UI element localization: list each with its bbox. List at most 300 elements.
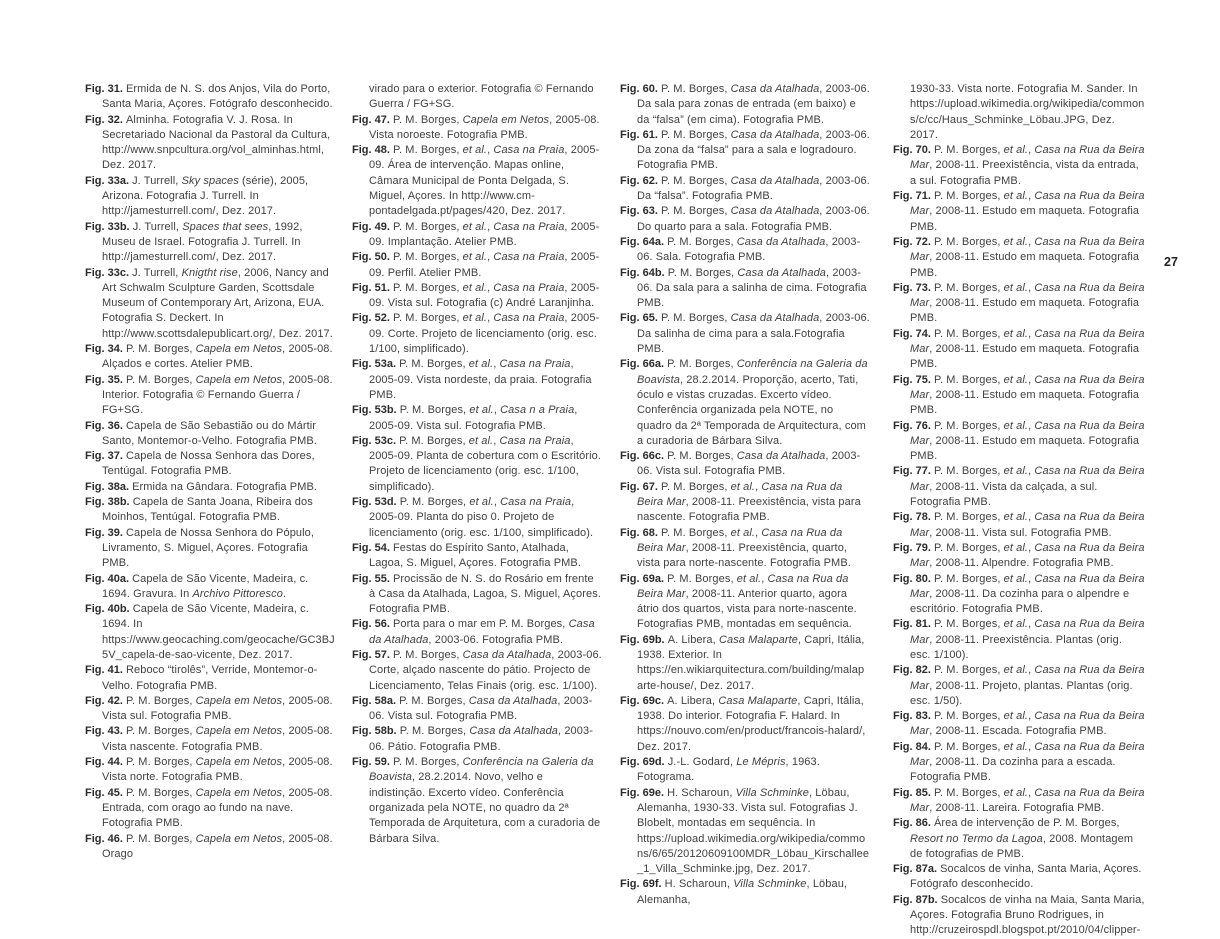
figure-caption (620, 572, 870, 633)
caption-text: , (1028, 373, 1035, 386)
figure-label: Fig. 69a. (620, 572, 668, 585)
caption-italic-text: et al. (1003, 618, 1029, 631)
caption-italic-text: Casa na Rua da Beira Mar (910, 190, 1145, 218)
figure-label: Fig. 60. (620, 83, 661, 95)
caption-text: P. M. Borges, (660, 128, 731, 141)
caption-text: P. M. Borges, (125, 694, 196, 707)
caption-text: H. Scharoun, (667, 786, 736, 799)
caption-column-2 (352, 82, 602, 847)
figure-caption (352, 220, 602, 251)
figure-label: Fig. 46. (85, 832, 126, 845)
caption-text: P. M. Borges, (660, 480, 731, 493)
caption-italic-text: et al. (730, 480, 756, 493)
caption-text: Capela de São Vicente, Madeira, c. 1694. Gravura. In (102, 572, 309, 600)
caption-italic-text: Casa Malaparte (718, 633, 798, 646)
figure-caption (893, 663, 1145, 709)
caption-text: P. M. Borges, (933, 740, 1004, 753)
figure-label: Fig. 47. (352, 113, 393, 126)
caption-text: , 2005-09. Perfil. Atelier PMB. (369, 251, 600, 279)
caption-text: , (1028, 281, 1035, 294)
caption-italic-text: Conferência na Galeria da Boavista (637, 358, 868, 386)
figure-label: Fig. 85. (893, 786, 934, 799)
caption-text: , (1028, 235, 1035, 248)
caption-italic-text: Casa da Atalhada (730, 312, 820, 325)
caption-text: P. M. Borges, (399, 434, 469, 447)
caption-text: , (493, 434, 500, 447)
figure-label: Fig. 65. (620, 312, 661, 325)
caption-italic-text: et al. (1003, 190, 1029, 203)
caption-italic-text: Casa da Atalhada (369, 618, 595, 646)
caption-text: , (1028, 572, 1035, 585)
caption-italic-text: Casa na Praia (493, 220, 565, 233)
caption-text: , 2008-11. Estudo em maqueta. Fotografia PMB. (910, 434, 1140, 463)
figure-caption (620, 786, 870, 878)
figure-caption (352, 755, 602, 847)
figure-label: Fig. 58b. (352, 725, 400, 738)
figure-caption (85, 526, 335, 572)
caption-italic-text: Casa na Praia (499, 434, 571, 447)
caption-italic-text: Casa na Praia (500, 496, 572, 509)
caption-text: , (487, 251, 494, 264)
figure-label: Fig. 82. (893, 664, 934, 677)
caption-text: , 2003-06. Do quarto para a sala. Fotografia PMB. (637, 205, 870, 233)
figure-label: Fig. 38b. (85, 496, 133, 509)
caption-text: P. M. Borges, (933, 281, 1004, 294)
caption-italic-text: Capela em Netos (195, 786, 283, 799)
caption-text: P. M. Borges, (392, 251, 463, 264)
caption-text: P. M. Borges, (933, 144, 1004, 157)
figure-caption (85, 220, 335, 266)
caption-italic-text: et al. (1003, 664, 1029, 677)
caption-text: P. M. Borges, (125, 343, 196, 356)
caption-text: Capela de Nossa Senhora do Pópulo, Livramento, S. Miguel, Açores. Fotografia PMB. (102, 526, 315, 570)
caption-text: , (487, 281, 494, 294)
figure-caption (893, 281, 1145, 327)
caption-text: , 2006, Nancy and Art Schwalm Sculpture Garden, Scottsdale Museum of Contemporary Art, Arizona, EUA. Fotografia S. Deckert. In http://www.scottsdalepublicart.org/, Dez. 2017. (102, 266, 333, 340)
figure-caption (352, 572, 602, 618)
figure-caption (893, 464, 1145, 510)
figure-label: Fig. 53c. (352, 434, 400, 447)
caption-italic-text: et al. (1003, 786, 1029, 799)
page-number: 27 (1164, 255, 1178, 269)
figure-label: Fig. 39. (85, 526, 126, 539)
figure-label: Fig. 72. (893, 235, 934, 248)
caption-text: , 2003-06. Da zona da “falsa” para a sala e logradouro. Fotografia PMB. (637, 128, 870, 172)
caption-text: , 2005-09. Vista sul. Fotografia PMB. (369, 404, 578, 432)
caption-text: P. M. Borges, (933, 465, 1004, 478)
figure-caption (893, 709, 1145, 740)
figure-caption (352, 434, 602, 495)
caption-column-4 (893, 82, 1145, 939)
caption-text: , 2008-11. Estudo em maqueta. Fotografia PMB. (910, 388, 1140, 417)
figure-label: Fig. 69f. (620, 878, 665, 891)
caption-italic-text: Casa na Rua da Beira Mar (637, 572, 849, 600)
caption-text: P. M. Borges, (933, 373, 1004, 386)
figure-label: Fig. 53b. (352, 404, 400, 417)
caption-text: P. M. Borges, (125, 832, 196, 845)
figure-label: Fig. 53a. (352, 358, 400, 371)
caption-italic-text: Casa na Praia (493, 144, 565, 157)
caption-text: P. M. Borges, (125, 786, 196, 799)
caption-text: Alminha. Fotografia V. J. Rosa. In Secretariado Nacional da Pastoral da Cultura, http://www.snpcultura.org/vol_alminhas.html, Dez. 2017. (102, 113, 331, 172)
figure-caption (85, 373, 335, 419)
caption-text: , Capri, Itália, 1938. Exterior. In https://en.wikiarquitectura.com/building/malaparte-house/, Dez. 2017. (637, 633, 865, 692)
caption-italic-text: Casa na Rua da Beira Mar (910, 419, 1145, 447)
caption-text: P. M. Borges, (125, 756, 196, 769)
caption-text: Reboco “tirolês”, Verride, Montemor-o-Velho. Fotografia PMB. (102, 664, 318, 692)
caption-italic-text: Resort no Termo da Lagoa (910, 832, 1043, 845)
caption-text: P. M. Borges, (933, 511, 1004, 524)
caption-text: A. Libera, (667, 633, 719, 646)
figure-caption (85, 419, 335, 450)
caption-italic-text: Casa na Rua da Beira Mar (910, 235, 1145, 264)
figure-label: Fig. 81. (893, 618, 934, 631)
caption-text: , 2005-08. Vista nascente. Fotografia PMB. (102, 725, 333, 753)
caption-text: , (755, 480, 762, 493)
caption-italic-text: et al. (462, 251, 488, 264)
caption-text: , 2005-09. Vista sul. Fotografia (c) André Laranjinha. (369, 281, 600, 310)
caption-text: J.-L. Godard, (667, 756, 737, 769)
figure-caption (893, 143, 1145, 189)
figure-caption (352, 357, 602, 403)
figure-caption (352, 724, 602, 755)
figure-label: Fig. 79. (893, 541, 934, 554)
caption-text: P. M. Borges, (392, 281, 463, 294)
caption-text: , 2008-11. Vista sul. Fotografia PMB. (929, 526, 1112, 539)
caption-text: , Löbau, Alemanha, (637, 878, 848, 906)
caption-text: , 2005-09. Planta do piso 0. Projeto de licenciamento (orig. esc. 1/100, simplificado). (369, 496, 594, 539)
figure-caption (352, 617, 602, 648)
caption-text: P. M. Borges, (667, 450, 737, 463)
figure-caption (85, 755, 335, 786)
caption-text: , 2008-11. Estudo em maqueta. Fotografia PMB. (910, 251, 1140, 279)
caption-text: J. Turrell, (132, 174, 182, 187)
figure-label: Fig. 33c. (85, 266, 133, 279)
caption-italic-text: et al. (1003, 710, 1029, 723)
caption-text: , 2005-09. Corte. Projeto de licenciamento (orig. esc. 1/100, simplificado). (369, 312, 600, 356)
figure-label: Fig. 78. (893, 511, 934, 524)
caption-text: , (1028, 465, 1035, 478)
figure-caption (85, 266, 335, 342)
caption-italic-text: Casa Malaparte (718, 694, 798, 707)
caption-italic-text: Capela em Netos (195, 832, 283, 845)
caption-text: , 2008-11. Preexistência, vista para nascente. Fotografia PMB. (637, 496, 861, 524)
caption-italic-text: Casa na Praia (499, 358, 571, 371)
caption-italic-text: Capela em Netos (195, 725, 283, 738)
caption-italic-text: Casa da Atalhada (736, 450, 826, 463)
caption-text: Festas do Espírito Santo, Atalhada, Lagoa, S. Miguel, Açores. Fotografia PMB. (369, 541, 581, 570)
caption-text: P. M. Borges, (399, 725, 470, 738)
figure-label: Fig. 77. (893, 465, 934, 478)
caption-italic-text: Casa na Praia (493, 251, 565, 264)
figure-label: Fig. 64b. (620, 266, 668, 279)
figure-caption (893, 572, 1145, 618)
figure-label: Fig. 63. (620, 205, 661, 218)
caption-text: Capela de Santa Joana, Ribeira dos Moinhos, Tentúgal. Fotografia PMB. (102, 496, 313, 524)
caption-italic-text: Capela em Netos (195, 373, 283, 386)
figure-caption (352, 495, 602, 541)
caption-italic-text: Casa n a Praia (500, 404, 575, 417)
figure-label: Fig. 57. (352, 648, 393, 661)
caption-text: , 2003-06. Da “falsa”. Fotografia PMB. (637, 174, 870, 203)
caption-italic-text: et al. (730, 526, 756, 539)
figure-caption (352, 541, 602, 572)
caption-italic-text: Casa na Rua da Beira Mar (910, 710, 1145, 738)
caption-italic-text: et al. (1003, 740, 1029, 753)
caption-text: , 2003-06. Da salinha de cima para a sala.Fotografia PMB. (637, 312, 870, 356)
caption-column-3 (620, 82, 870, 908)
caption-italic-text: et al. (1003, 541, 1029, 554)
caption-text: , 2008-11. Preexistência, vista da entrada, a sul. Fotografia PMB. (910, 159, 1139, 187)
caption-text: P. M. Borges, (399, 358, 469, 371)
figure-caption (85, 174, 335, 220)
caption-text: P. M. Borges, (667, 572, 737, 585)
figure-label: Fig. 34. (85, 343, 126, 356)
caption-italic-text: Casa na Rua da Beira Mar (910, 465, 1145, 493)
caption-italic-text: et al. (1003, 373, 1029, 386)
figure-label: Fig. 58a. (352, 694, 400, 707)
caption-text: , 2005-08. Orago (102, 832, 333, 860)
caption-text: , 2008-11. Estudo em maqueta. Fotografia PMB. (910, 297, 1140, 325)
caption-text: Área de intervenção de P. M. Borges, (933, 817, 1120, 830)
figure-caption (85, 342, 335, 373)
caption-text: virado para o exterior. Fotografia © Fernando Guerra / FG+SG. (369, 83, 594, 111)
caption-text: , 2003-06. Vista sul. Fotografia PMB. (637, 450, 861, 478)
caption-text: , (1028, 664, 1035, 677)
caption-text: P. M. Borges, (399, 496, 470, 509)
caption-italic-text: Casa na Rua da Beira Mar (910, 373, 1145, 401)
figure-caption (620, 449, 870, 480)
figure-label: Fig. 48. (352, 144, 393, 157)
caption-text: P. M. Borges, (392, 113, 463, 126)
caption-text: P. M. Borges, (125, 373, 196, 386)
caption-text: P. M. Borges, (933, 572, 1004, 585)
figure-caption (893, 510, 1145, 541)
figure-caption (620, 357, 870, 449)
caption-text: P. M. Borges, (933, 618, 1004, 631)
figure-caption (893, 189, 1145, 235)
figure-label: Fig. 33b. (85, 220, 133, 233)
figure-label: Fig. 55. (352, 572, 393, 585)
caption-italic-text: Casa da Atalhada (730, 205, 820, 218)
caption-text: , 2003-06. Corte, alçado nascente do pátio. Projecto de Licenciamento, Telas Finais (orig. esc. 1/100). (369, 648, 602, 692)
caption-italic-text: Casa na Rua da Beira Mar (910, 740, 1145, 769)
caption-italic-text: et al. (462, 312, 488, 325)
figure-caption (620, 82, 870, 128)
caption-italic-text: et al. (468, 434, 494, 447)
figure-label: Fig. 35. (85, 373, 126, 386)
caption-text: P. M. Borges, (933, 786, 1004, 799)
figure-caption (620, 174, 870, 205)
figure-label: Fig. 87b. (893, 893, 941, 906)
figure-caption (85, 480, 335, 495)
figure-label: Fig. 41. (85, 664, 126, 677)
figure-label: Fig. 49. (352, 220, 393, 233)
caption-text: , (1028, 144, 1035, 157)
figure-caption (893, 541, 1145, 572)
figure-caption (893, 617, 1145, 663)
caption-text: H. Scharoun, (664, 878, 734, 891)
figure-caption (620, 128, 870, 174)
figure-label: Fig. 33a. (85, 174, 133, 187)
figure-caption (620, 480, 870, 526)
figure-label: Fig. 51. (352, 281, 393, 294)
figure-caption (620, 633, 870, 694)
caption-italic-text: et al. (462, 220, 488, 233)
figure-caption (893, 235, 1145, 281)
caption-text: P. M. Borges, (660, 526, 731, 539)
caption-text: Porta para o mar em P. M. Borges, (392, 618, 569, 631)
caption-text: , 2008-11. Escada. Fotografia PMB. (929, 725, 1107, 738)
caption-text: , 2008-11. Preexistência. Plantas (orig. esc. 1/100). (910, 633, 1122, 661)
figure-caption (620, 526, 870, 572)
figure-label: Fig. 50. (352, 251, 393, 264)
caption-text: , 2005-09. Vista nordeste, da praia. Fotografia PMB. (369, 358, 592, 401)
caption-text: , 2003-06. Fotografia PMB. (428, 633, 564, 646)
figure-label: Fig. 84. (893, 740, 934, 753)
figure-caption (620, 204, 870, 235)
caption-column-1 (85, 82, 335, 862)
caption-text: Socalcos de vinha, Santa Maria, Açores. Fotógrafo desconhecido. (910, 863, 1142, 891)
figure-label: Fig. 40a. (85, 572, 133, 585)
caption-italic-text: Casa da Atalhada (730, 83, 820, 95)
figure-label: Fig. 31. (85, 83, 126, 95)
caption-italic-text: Villa Schminke (735, 786, 809, 799)
caption-text: P. M. Borges, (667, 358, 737, 371)
figure-caption (85, 786, 335, 832)
figure-caption (85, 663, 335, 694)
figure-caption (85, 694, 335, 725)
caption-text: , (487, 312, 494, 325)
caption-text: , 2005-08. Interior. Fotografia © Fernando Guerra / FG+SG. (102, 373, 333, 417)
figure-label: Fig. 75. (893, 373, 934, 386)
figure-label: Fig. 86. (893, 817, 934, 830)
caption-text: , (1028, 618, 1035, 631)
caption-text: 1930-33. Vista norte. Fotografia M. Sander. In https://upload.wikimedia.org/wikipedia/commons/c/cc/Haus_Schminke_Löbau.JPG, Dez. 2017. (910, 83, 1145, 141)
caption-text: , 2008-11. Preexistência, quarto, vista para norte-nascente. Fotografia PMB. (637, 541, 851, 570)
caption-text: , (1028, 786, 1035, 799)
caption-italic-text: Casa da Atalhada (468, 694, 558, 707)
figure-label: Fig. 64a. (620, 235, 668, 248)
caption-text: A. Libera, (667, 694, 719, 707)
figure-label: Fig. 53d. (352, 496, 400, 509)
figure-label: Fig. 42. (85, 694, 126, 707)
caption-text: Ermida na Gândara. Fotografia PMB. (132, 480, 318, 493)
figure-caption (85, 602, 335, 663)
caption-text: P. M. Borges, (392, 756, 463, 769)
caption-italic-text: Casa na Rua da Beira Mar (910, 664, 1145, 692)
caption-italic-text: Archivo Pittoresco (192, 587, 283, 600)
caption-text: (série), 2005, Arizona. Fotografia J. Turrell. In http://jamesturrell.com/, Dez. 2017. (102, 174, 309, 218)
figure-caption (620, 266, 870, 312)
caption-text: , 2005-08. Vista sul. Fotografia PMB. (102, 694, 333, 723)
figure-label: Fig. 59. (352, 756, 393, 769)
figure-label: Fig. 69b. (620, 633, 668, 646)
figure-label: Fig. 69d. (620, 756, 668, 769)
caption-text: , 28.2.2014. Proporção, acerto, Tati, óculo e vistas cruzadas. Excerto vídeo. Conferência organizada pela NOTE, no quadro da 2ª Temporada de Arquitectura, com a curadoria de Bárbara Silva. (637, 373, 866, 447)
figure-label: Fig. 52. (352, 312, 393, 325)
figure-caption (352, 311, 602, 357)
caption-text: , 2008-11. Projeto, plantas. Plantas (orig. esc. 1/50). (910, 679, 1133, 707)
caption-text: P. M. Borges, (125, 725, 196, 738)
caption-text: , (1028, 190, 1035, 203)
caption-italic-text: et al. (1003, 327, 1029, 340)
figure-caption (893, 373, 1145, 419)
caption-italic-text: Spaces that sees (182, 220, 269, 233)
figure-caption (85, 724, 335, 755)
figure-label: Fig. 54. (352, 541, 393, 554)
figure-caption (893, 419, 1145, 465)
caption-text: , 2008-11. Da cozinha para a escada. Fotografia PMB. (910, 756, 1116, 784)
figure-caption (85, 82, 335, 113)
figure-label: Fig. 38a. (85, 480, 133, 493)
caption-text: Ermida de N. S. dos Anjos, Vila do Porto, Santa Maria, Açores. Fotógrafo desconhecido. (102, 83, 333, 111)
figure-label: Fig. 74. (893, 327, 934, 340)
figure-caption (893, 740, 1145, 786)
caption-italic-text: et al. (1003, 281, 1029, 294)
caption-text: , 2003-06. Vista sul. Fotografia PMB. (369, 694, 593, 723)
figure-label: Fig. 44. (85, 756, 126, 769)
figure-caption (352, 143, 602, 219)
caption-text: , (755, 526, 762, 539)
caption-italic-text: Casa na Rua da Beira Mar (910, 572, 1145, 600)
caption-text: P. M. Borges, (392, 312, 463, 325)
caption-italic-text: Casa na Rua da Beira Mar (910, 511, 1145, 539)
figure-caption (352, 113, 602, 144)
caption-italic-text: Casa da Atalhada (462, 648, 552, 661)
caption-text: , 2003-06. Pátio. Fotografia PMB. (369, 725, 593, 753)
caption-italic-text: Capela em Netos (462, 113, 550, 126)
caption-text: P. M. Borges, (392, 648, 463, 661)
caption-text: P. M. Borges, (392, 220, 463, 233)
figure-caption (620, 694, 870, 755)
caption-text: , (493, 358, 500, 371)
caption-text: , 28.2.2014. Novo, velho e indistinção. Excerto vídeo. Conferência organizada pela NOTE, no quadro da 2ª Temporada de Arquitetura, com a curadoria de Bárbara Silva. (369, 771, 601, 845)
figure-label: Fig. 73. (893, 281, 934, 294)
caption-italic-text: Casa na Rua da Beira Mar (910, 618, 1145, 646)
caption-italic-text: et al. (1003, 572, 1029, 585)
caption-text: J. Turrell, (132, 266, 182, 279)
figure-label: Fig. 68. (620, 526, 661, 539)
caption-text: P. M. Borges, (933, 541, 1004, 554)
figure-label: Fig. 67. (620, 480, 661, 493)
caption-text: P. M. Borges, (933, 419, 1004, 432)
figure-label: Fig. 32. (85, 113, 126, 126)
caption-italic-text: et al. (462, 281, 488, 294)
figure-caption (85, 495, 335, 526)
figure-label: Fig. 66a. (620, 358, 668, 371)
caption-italic-text: Conferência na Galeria da Boavista (369, 756, 594, 784)
caption-italic-text: Casa da Atalhada (730, 174, 820, 187)
figure-label: Fig. 70. (893, 144, 934, 157)
caption-italic-text: Sky spaces (181, 174, 239, 187)
caption-italic-text: Casa na Rua da Beira Mar (910, 327, 1145, 356)
caption-text: , (1028, 710, 1035, 723)
caption-text: P. M. Borges, (667, 235, 737, 248)
figure-caption (85, 449, 335, 480)
caption-italic-text: Le Mépris (736, 756, 786, 769)
caption-text: , 1992, Museu de Israel. Fotografia J. Turrell. In http://jamesturrell.com/, Dez. 2017. (102, 220, 303, 264)
caption-text: , (1028, 327, 1035, 340)
figure-caption (620, 235, 870, 266)
caption-text: P. M. Borges, (933, 327, 1004, 340)
figure-caption (85, 113, 335, 174)
figure-label: Fig. 62. (620, 174, 661, 187)
caption-italic-text: et al. (1003, 144, 1029, 157)
caption-text: , 2005-09. Implantação. Atelier PMB. (369, 220, 600, 248)
caption-text: , Löbau, Alemanha, 1930-33. Vista sul. Fotografias J. Blobelt, montadas em sequência. In https://upload.wikimedia.org/wikipedia/commons/6/65/20120609100MDR_Löbau_Kirschallee_1_Villa_Schminke.jpg, Dez. 2017. (637, 786, 870, 876)
caption-text: , (1028, 511, 1035, 524)
